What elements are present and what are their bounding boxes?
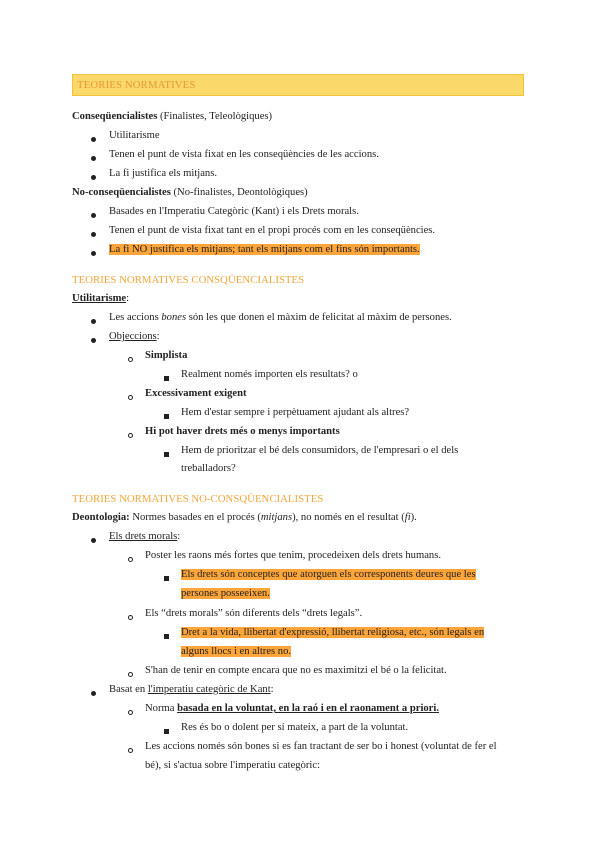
list-item: Els “drets morals” són diferents dels “drets legals”. bbox=[145, 608, 363, 619]
highlighted-text: Els drets són conceptes que atorguen els corresponents deures que les bbox=[181, 569, 476, 580]
list-item: Utilitarisme bbox=[109, 130, 160, 141]
list-item: Excessivament exigent bbox=[145, 388, 247, 399]
list-item: Res és bo o dolent per sí mateix, a part de la voluntat. bbox=[181, 722, 409, 733]
highlighted-text: persones posseeixen. bbox=[181, 588, 270, 599]
list-item: Hem de prioritzar el bé dels consumidors, de l'empresari o el dels bbox=[181, 445, 459, 456]
list-item: Tenen el punt de vista fixat en les conseqüències de les accions. bbox=[109, 149, 379, 160]
title-box bbox=[72, 74, 524, 96]
circle-bullet-icon bbox=[128, 429, 133, 443]
list-item bbox=[109, 243, 420, 257]
list-item: Norma basada en la voluntat, en la raó i en el raonament a priori. bbox=[145, 703, 439, 714]
square-bullet-icon bbox=[164, 725, 169, 739]
list-item: La fi justifica els mitjans. bbox=[109, 168, 217, 179]
list-item bbox=[181, 568, 476, 582]
list-item: Objeccions: bbox=[109, 331, 160, 342]
deontologia-definition: Deontologia: Normes basades en el procés (mitjans), no només en el resultat (fi). bbox=[72, 512, 417, 523]
highlighted-text: Dret a la vida, llibertat d'expressió, llibertat religiosa, etc., són legals en bbox=[181, 627, 485, 638]
list-item: Basat en l'imperatiu categòric de Kant: bbox=[109, 684, 274, 695]
consequencialistes-definition: Conseqüencialistes (Finalistes, Teleològiques) bbox=[72, 111, 273, 122]
list-item bbox=[181, 626, 484, 640]
list-item: Basades en l'Imperatiu Categòric (Kant) i els Drets morals. bbox=[109, 206, 359, 217]
list-item: S'han de tenir en compte encara que no es maximitzi el bé o la felicitat. bbox=[145, 665, 447, 676]
no-consequencialistes-definition: No-conseqüencialistes (No-finalistes, Deontològiques) bbox=[72, 187, 308, 198]
circle-bullet-icon bbox=[128, 706, 133, 720]
circle-bullet-icon bbox=[128, 353, 133, 367]
bullet-icon bbox=[91, 334, 96, 348]
square-bullet-icon bbox=[164, 372, 169, 386]
highlighted-text: La fi NO justifica els mitjans; tant els mitjans com el fins són importants. bbox=[109, 244, 420, 255]
circle-bullet-icon bbox=[128, 668, 133, 682]
bullet-icon bbox=[91, 687, 96, 701]
bullet-icon bbox=[91, 315, 96, 329]
section-heading: TEORIES NORMATIVES CONSQÜENCIALISTES bbox=[72, 274, 305, 286]
bullet-icon bbox=[91, 247, 96, 261]
square-bullet-icon bbox=[164, 630, 169, 644]
bullet-icon bbox=[91, 152, 96, 166]
square-bullet-icon bbox=[164, 410, 169, 424]
list-item: Els drets morals: bbox=[109, 531, 181, 542]
circle-bullet-icon bbox=[128, 611, 133, 625]
list-item-continuation: treballadors? bbox=[181, 463, 236, 474]
list-item: Tenen el punt de vista fixat tant en el propi procés com en les conseqüències. bbox=[109, 225, 436, 236]
section-heading: TEORIES NORMATIVES NO-CONSQÜENCIALISTES bbox=[72, 493, 324, 505]
list-item-continuation bbox=[181, 587, 270, 601]
square-bullet-icon bbox=[164, 572, 169, 586]
list-item: Hi pot haver drets més o menys importants bbox=[145, 426, 340, 437]
list-item: Simplista bbox=[145, 350, 188, 361]
square-bullet-icon bbox=[164, 448, 169, 462]
list-item: Les accions només són bones si es fan tractant de ser bo i honest (voluntat de fer el bbox=[145, 741, 497, 752]
bullet-icon bbox=[91, 228, 96, 242]
list-item-continuation bbox=[181, 645, 291, 659]
circle-bullet-icon bbox=[128, 744, 133, 758]
list-item: Hem d'estar sempre i perpètuament ajudant als altres? bbox=[181, 407, 410, 418]
list-item: Les accions bones són les que donen el màxim de felicitat al màxim de persones. bbox=[109, 312, 452, 323]
highlighted-text: alguns llocs i en altres no. bbox=[181, 646, 292, 657]
list-item-continuation: bé), si s'actua sobre l'imperatiu categòric: bbox=[145, 760, 321, 771]
list-item: Realment només importen els resultats? o bbox=[181, 369, 358, 380]
bullet-icon bbox=[91, 534, 96, 548]
circle-bullet-icon bbox=[128, 391, 133, 405]
bullet-icon bbox=[91, 133, 96, 147]
page-title: TEORIES NORMATIVES bbox=[77, 79, 196, 91]
utilitarisme-term: Utilitarisme: bbox=[72, 293, 130, 304]
circle-bullet-icon bbox=[128, 553, 133, 567]
list-item: Poster les raons més fortes que tenim, procedeixen dels drets humans. bbox=[145, 550, 441, 561]
bullet-icon bbox=[91, 171, 96, 185]
bullet-icon bbox=[91, 209, 96, 223]
